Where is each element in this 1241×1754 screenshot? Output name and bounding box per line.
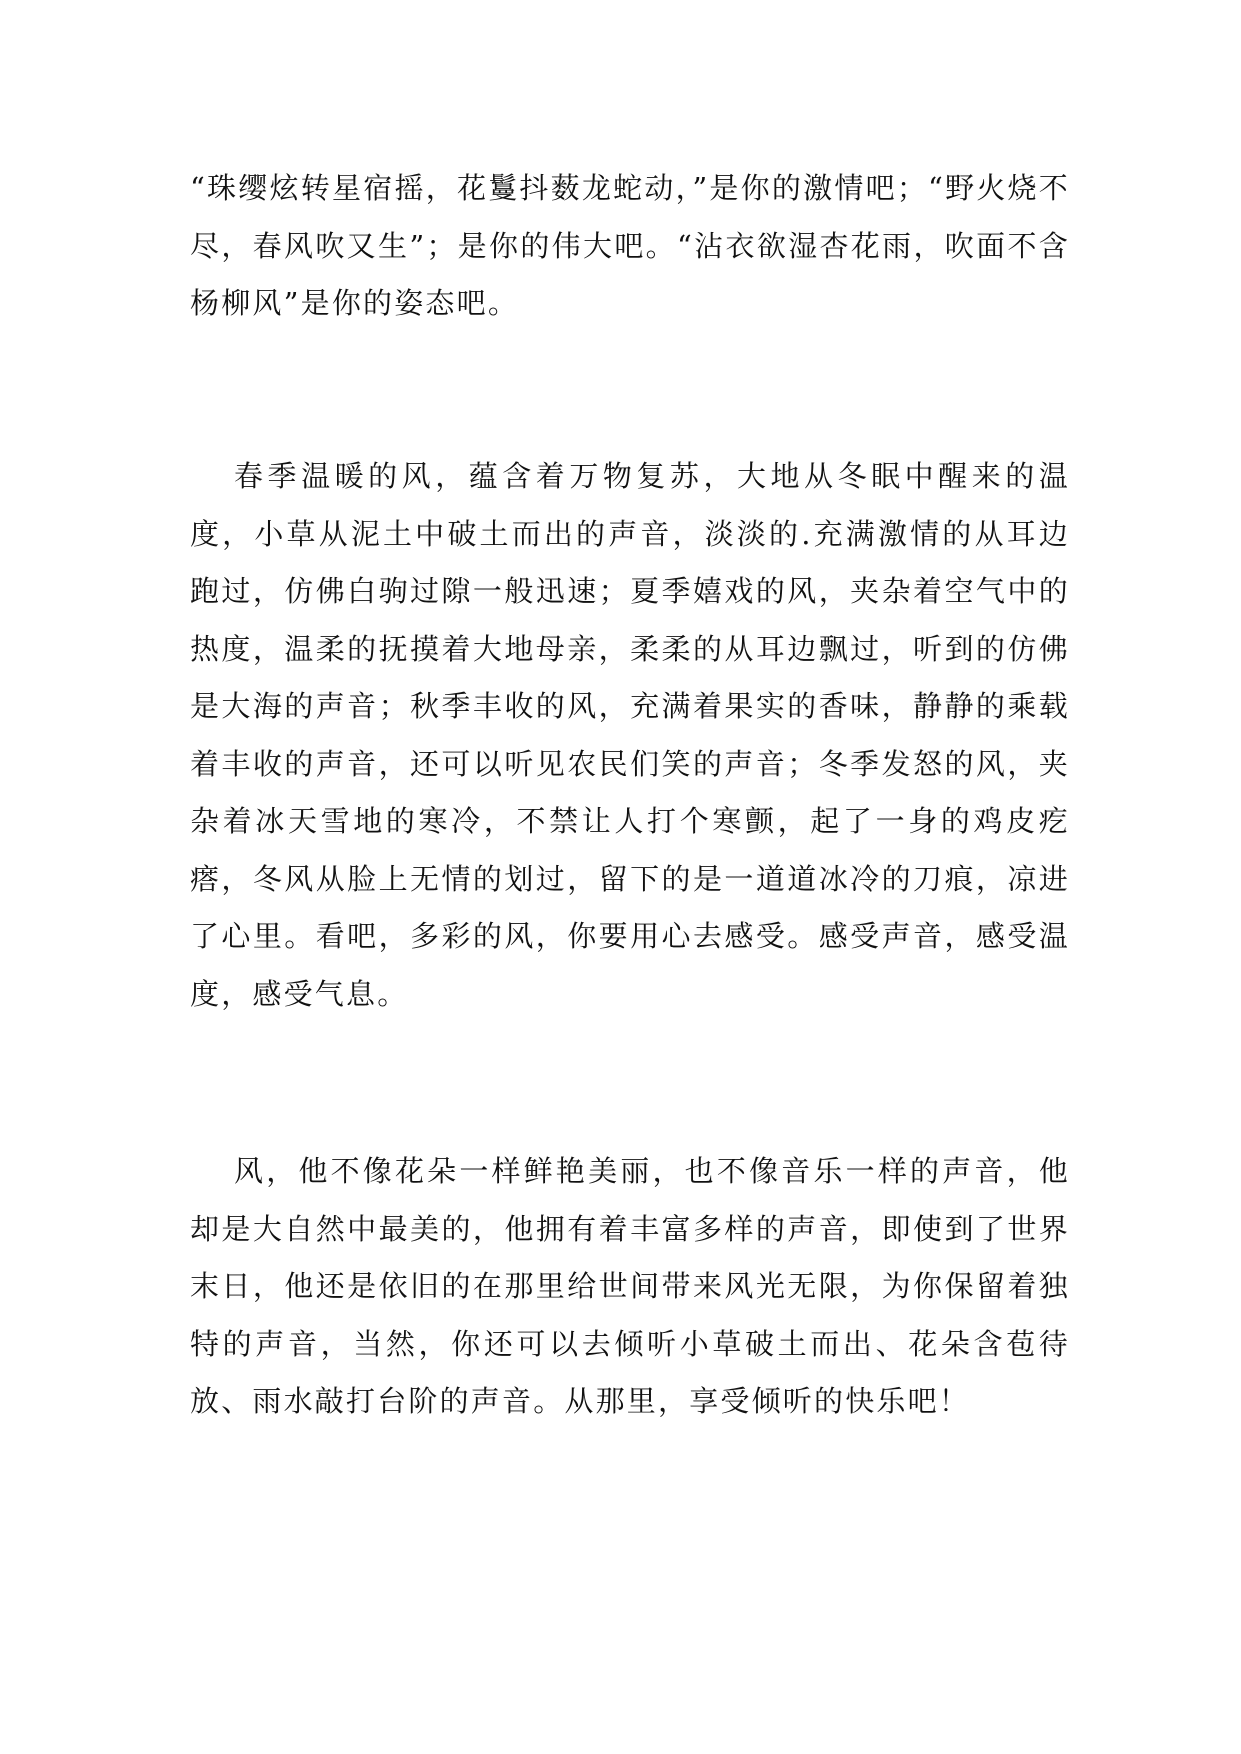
paragraph-3: 风，他不像花朵一样鲜艳美丽，也不像音乐一样的声音，他却是大自然中最美的，他拥有着丰富多样的声音，即使到了世界末日，他还是依旧的在那里给世间带来风光无限，为你保留着独特的声音，当然，你还可以去倾听小草破土而出、花朵含苞待放、雨水敲打台阶的声音。从那里，享受倾听的快乐吧！	[190, 1154, 1070, 1418]
paragraph-1: “珠缨炫转星宿摇，花鬘抖薮龙蛇动，”是你的激情吧；“野火烧不尽，春风吹又生”；是你的伟大吧。“沾衣欲湿杏花雨，吹面不含杨柳风”是你的姿态吧。	[190, 171, 1070, 320]
paragraph-2: 春季温暖的风，蕴含着万物复苏，大地从冬眠中醒来的温度，小草从泥土中破土而出的声音，淡淡的.充满激情的从耳边跑过，仿佛白驹过隙一般迅速；夏季嬉戏的风，夹杂着空气中的热度，温柔的抚摸着大地母亲，柔柔的从耳边飘过，听到的仿佛是大海的声音；秋季丰收的风，充满着果实的香味，静静的乘载着丰收的声音，还可以听见农民们笑的声音；冬季发怒的风，夹杂着冰天雪地的寒冷，不禁让人打个寒颤，起了一身的鸡皮疙瘩，冬风从脸上无情的划过，留下的是一道道冰冷的刀痕，凉进了心里。看吧，多彩的风，你要用心去感受。感受声音，感受温度，感受气息。	[190, 459, 1070, 1011]
